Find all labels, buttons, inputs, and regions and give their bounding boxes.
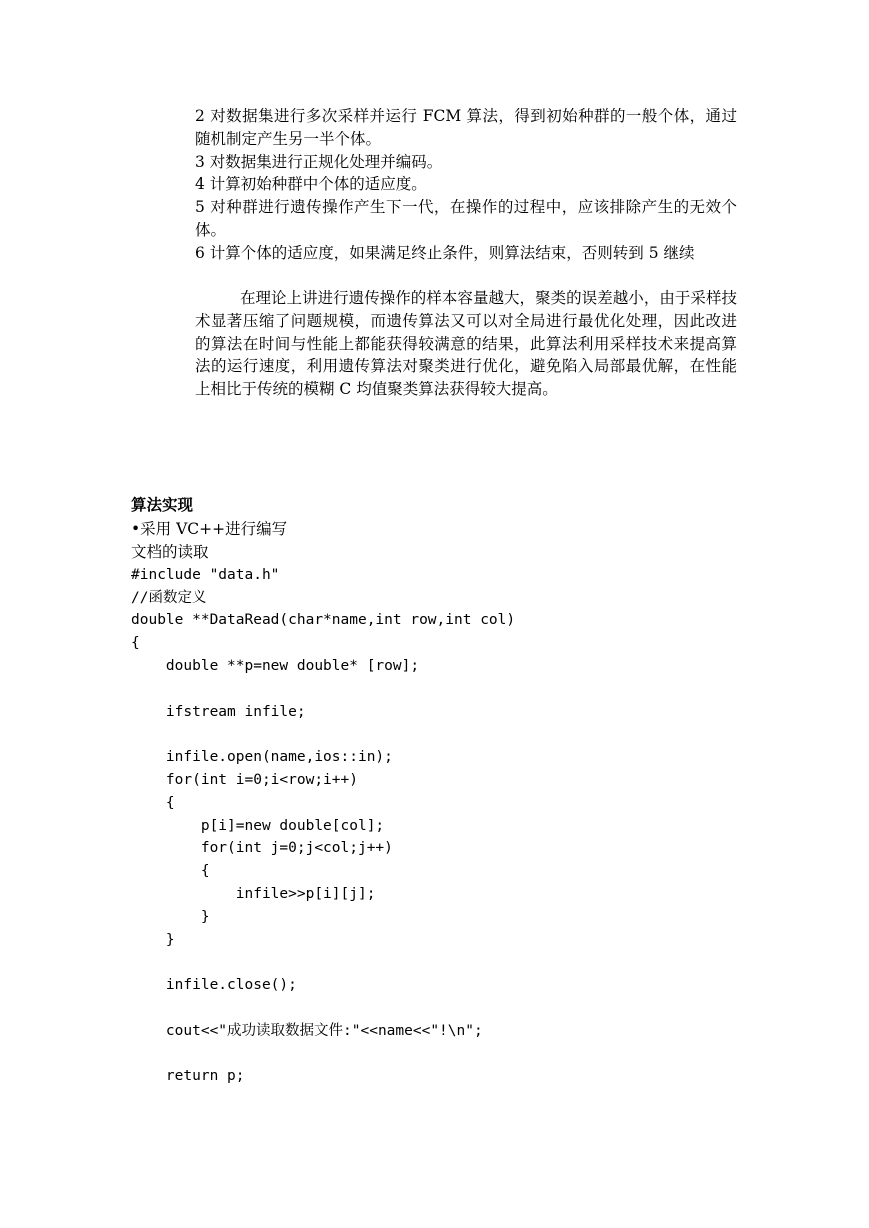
code-line: p[i]=new double[col]; <box>131 817 385 834</box>
code-line: 文档的读取 <box>131 543 209 561</box>
code-line: cout<<"成功读取数据文件:"<<name<<"!\n"; <box>131 1022 483 1039</box>
code-line <box>131 951 831 974</box>
step-3: 3 对数据集进行正规化处理并编码。 <box>195 152 443 171</box>
code-line <box>131 678 831 701</box>
code-line: return p; <box>131 1068 245 1085</box>
code-line: { <box>131 794 175 811</box>
section-heading: 算法实现 <box>131 495 194 514</box>
step-5: 5 对种群进行遗传操作产生下一代，在操作的过程中，应该排除产生的无效个体。 <box>195 198 737 239</box>
analysis-paragraph: 在理论上讲进行遗传操作的样本容量越大，聚类的误差越小，由于采样技术显著压缩了问题规模，而遗传算法又可以对全局进行最优化处理，因此改进的算法在时间与性能上都能获得较满意的结果，此算法利用采样技术来提高算法的运行速度，利用遗传算法对聚类进行优化，避免陷入局部最优解，在性能上相比于传统的模糊 C 均值聚类算法获得较大提高。 <box>195 289 737 399</box>
code-line: double **p=new double* [row]; <box>131 657 420 674</box>
code-block <box>131 541 831 1088</box>
code-line: for(int j=0;j<col;j++) <box>131 840 393 857</box>
code-line: ifstream infile; <box>131 703 306 720</box>
algorithm-steps <box>195 105 737 265</box>
step-4: 4 计算初始种群中个体的适应度。 <box>195 175 427 194</box>
code-line <box>131 997 831 1020</box>
bullet-item: •采用 VC++进行编写 <box>131 520 288 538</box>
code-line: infile>>p[i][j]; <box>131 885 376 902</box>
code-line: for(int i=0;i<row;i++) <box>131 771 358 788</box>
code-line: infile.open(name,ios::in); <box>131 749 393 766</box>
code-line <box>131 1043 831 1066</box>
code-line: { <box>131 863 210 880</box>
step-6: 6 计算个体的适应度，如果满足终止条件，则算法结束，否则转到 5 继续 <box>195 243 695 262</box>
code-line: #include "data.h" <box>131 566 280 583</box>
step-2: 2 对数据集进行多次采样并运行 FCM 算法，得到初始种群的一般个体，通过随机制定产生另一半个体。 <box>195 107 737 148</box>
code-line: } <box>131 931 175 948</box>
code-line: //函数定义 <box>131 589 207 606</box>
code-line: infile.close(); <box>131 977 297 994</box>
code-line: { <box>131 635 140 652</box>
code-line: } <box>131 908 210 925</box>
code-line: double **DataRead(char*name,int row,int col) <box>131 612 516 629</box>
code-line <box>131 723 831 746</box>
